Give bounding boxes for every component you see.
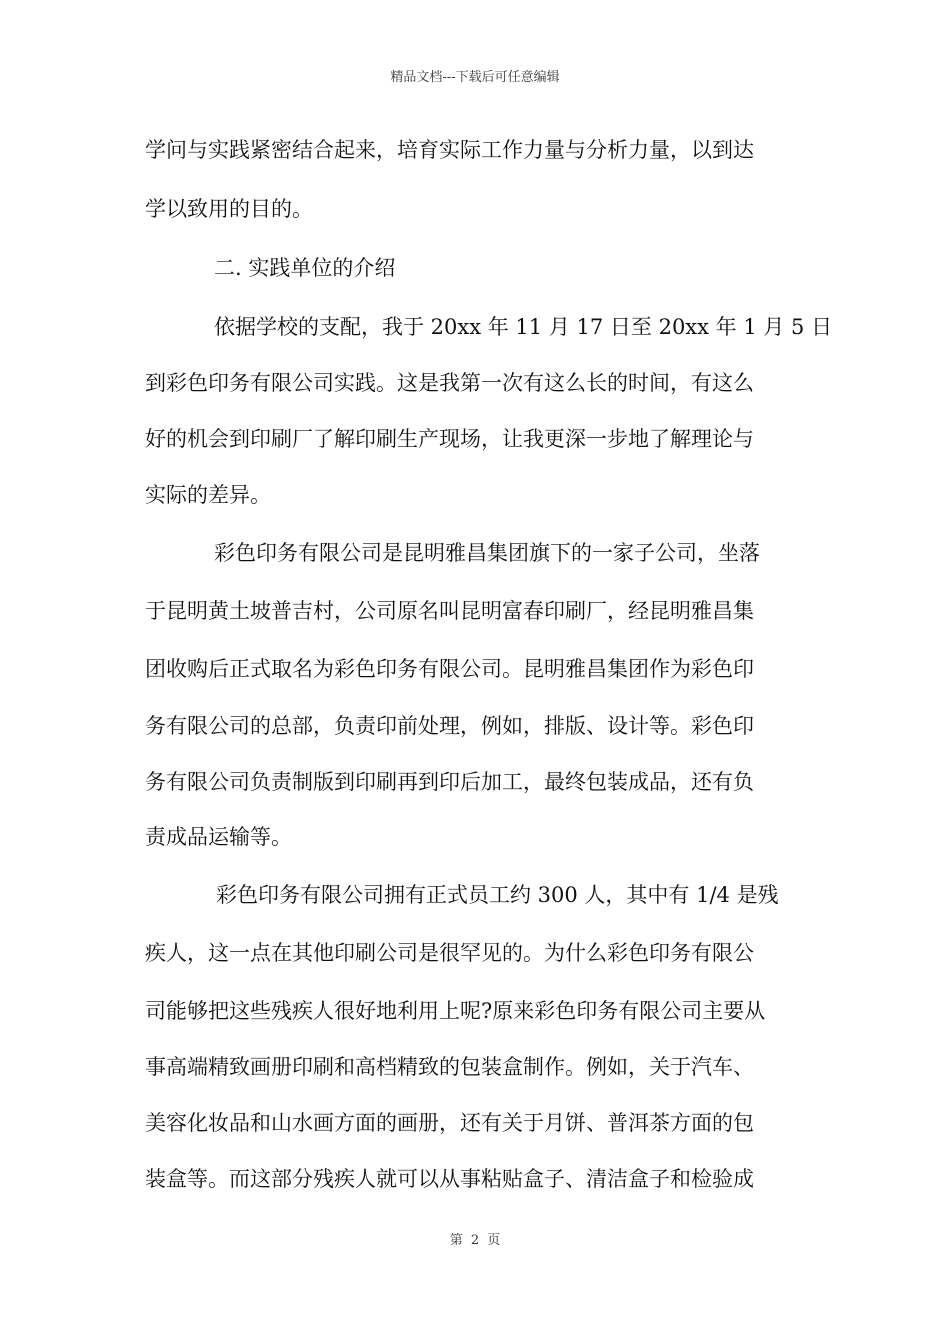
body-line: 团收购后正式取名为彩色印务有限公司。昆明雅昌集团作为彩色印 [145, 657, 754, 681]
body-line: 学以致用的目的。 [145, 197, 313, 221]
body-line: 司能够把这些残疾人很好地利用上呢?原来彩色印务有限公司主要从 [145, 999, 766, 1023]
body-line: 事高端精致画册印刷和高档精致的包装盒制作。例如，关于汽车、 [145, 1055, 754, 1079]
body-line: 彩色印务有限公司拥有正式员工约 300 人，其中有 1/4 是残 [216, 883, 779, 907]
page-number: 第 2 页 [449, 1233, 501, 1248]
body-line: 依据学校的支配，我于 20xx 年 11 月 17 日至 20xx 年 1 月 5 日 [214, 315, 833, 339]
body-line: 实际的差异。 [145, 483, 271, 507]
page-header: 精品文档---下载后可任意编辑 [390, 70, 560, 85]
body-line: 到彩色印务有限公司实践。这是我第一次有这么长的时间，有这么 [145, 371, 754, 395]
body-line: 于昆明黄土坡普吉村，公司原名叫昆明富春印刷厂，经昆明雅昌集 [145, 599, 754, 623]
body-line: 彩色印务有限公司是昆明雅昌集团旗下的一家子公司，坐落 [214, 541, 760, 565]
body-line: 务有限公司负责制版到印刷再到印后加工，最终包装成品，还有负 [145, 770, 754, 794]
body-line: 务有限公司的总部，负责印前处理，例如，排版、设计等。彩色印 [145, 714, 754, 738]
body-line: 装盒等。而这部分残疾人就可以从事粘贴盒子、清洁盒子和检验成 [145, 1167, 754, 1191]
body-line: 好的机会到印刷厂了解印刷生产现场，让我更深一步地了解理论与 [145, 427, 754, 451]
body-line: 美容化妆品和山水画方面的画册，还有关于月饼、普洱茶方面的包 [145, 1111, 754, 1135]
body-line: 责成品运输等。 [145, 825, 292, 849]
body-line: 疾人，这一点在其他印刷公司是很罕见的。为什么彩色印务有限公 [145, 941, 754, 965]
section-heading: 二. 实践单位的介绍 [214, 256, 396, 280]
body-line: 学问与实践紧密结合起来，培育实际工作力量与分析力量，以到达 [145, 138, 754, 162]
